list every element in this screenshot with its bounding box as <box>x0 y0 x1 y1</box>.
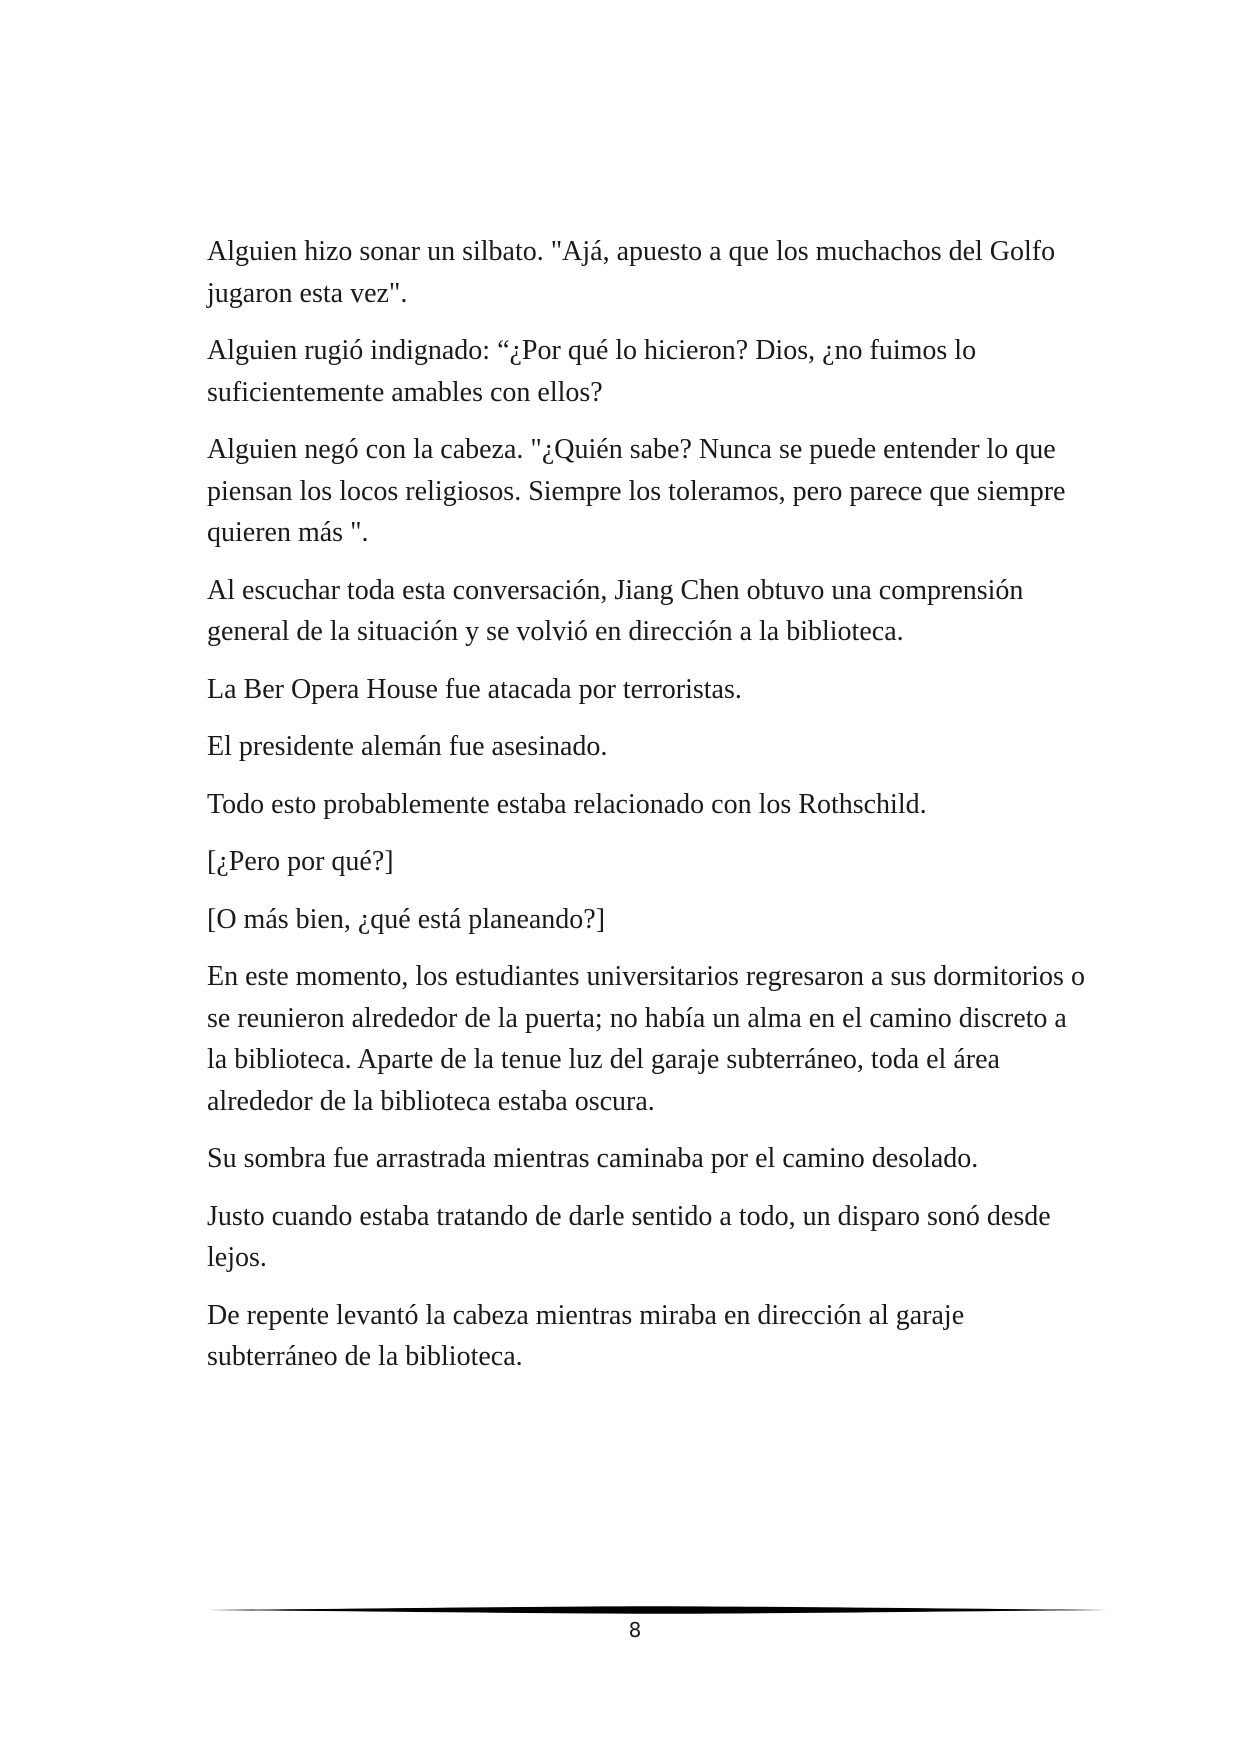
paragraph: [O más bien, ¿qué está planeando?] <box>207 903 606 935</box>
paragraph: En este momento, los estudiantes universitarios regresaron a sus dormitorios o se reunieron alrededor de la puerta; no había un alma en el camino discreto a la biblioteca. Aparte de la tenue luz del garaje subterráneo, toda el área alrededor de la biblioteca estaba oscura. <box>207 961 1085 1117</box>
paragraph: Alguien hizo sonar un silbato. "Ajá, apuesto a que los muchachos del Golfo jugaron esta vez". <box>207 236 1056 309</box>
paragraph: Justo cuando estaba tratando de darle sentido a todo, un disparo sonó desde lejos. <box>207 1200 1051 1273</box>
paragraph: [¿Pero por qué?] <box>207 846 394 877</box>
paragraph: Alguien rugió indignado: “¿Por qué lo hicieron? Dios, ¿no fuimos lo suficientemente amables con ellos? <box>207 335 977 408</box>
paragraph: Todo esto probablemente estaba relacionado con los Rothschild. <box>207 788 927 820</box>
body-text <box>207 231 1087 1394</box>
footer-divider <box>207 1603 1107 1617</box>
paragraph: Alguien negó con la cabeza. "¿Quién sabe? Nunca se puede entender lo que piensan los locos religiosos. Siempre los toleramos, pero parece que siempre quieren más ". <box>207 434 1066 548</box>
paragraph: Su sombra fue arrastrada mientras caminaba por el camino desolado. <box>207 1143 979 1174</box>
paragraph: Al escuchar toda esta conversación, Jiang Chen obtuvo una comprensión general de la situación y se volvió en dirección a la biblioteca. <box>207 574 1024 647</box>
paragraph: La Ber Opera House fue atacada por terroristas. <box>207 673 742 705</box>
paragraph: El presidente alemán fue asesinado. <box>207 731 608 762</box>
paragraph: De repente levantó la cabeza mientras miraba en dirección al garaje subterráneo de la biblioteca. <box>207 1299 965 1372</box>
page-number: 8 <box>628 1618 642 1642</box>
